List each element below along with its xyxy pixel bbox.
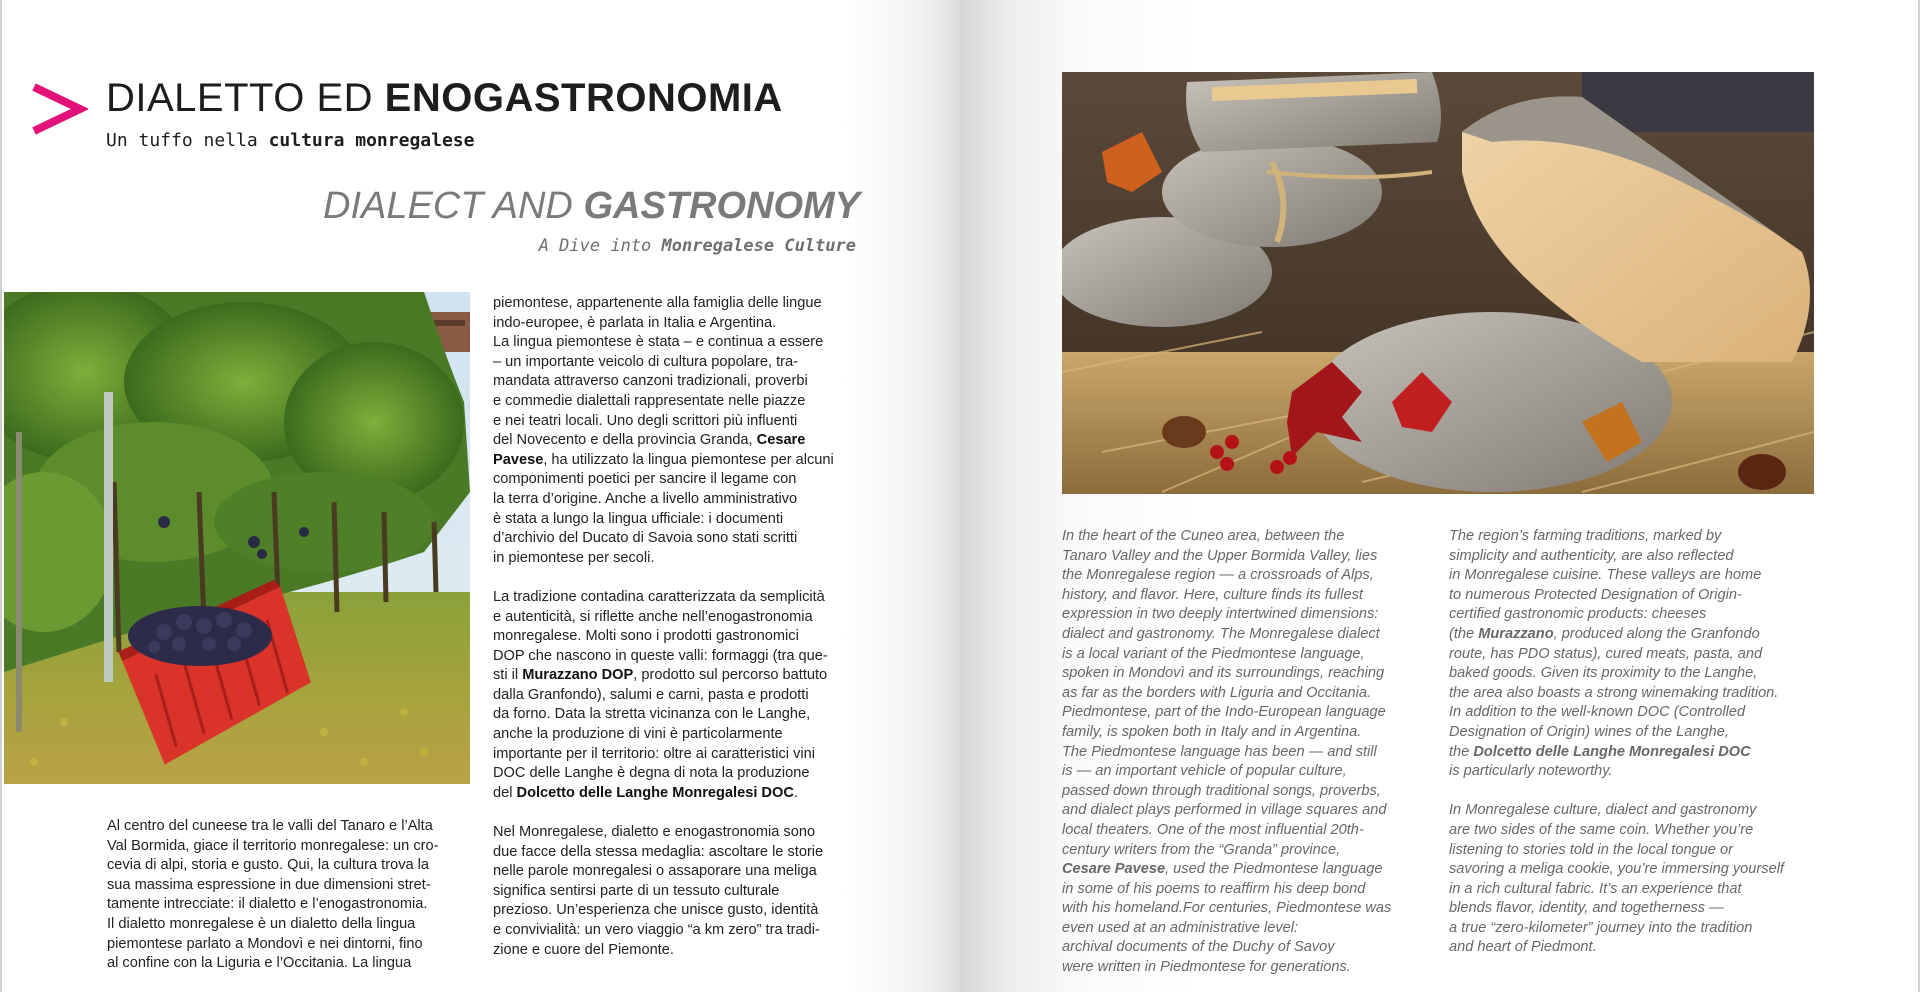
text-line: the Monregalese region — a crossroads of Alps,	[1062, 567, 1374, 584]
text-line: route, has PDO status), cured meats, pasta, and	[1449, 645, 1763, 662]
italian-paragraph-2	[493, 588, 863, 804]
highlight-murazzano: Murazzano DOP	[522, 667, 634, 684]
text-line: is — an important vehicle of popular culture,	[1062, 763, 1347, 780]
text-line: da forno. Data la stretta vicinanza con le Langhe,	[493, 706, 811, 723]
text-line: even used at an administrative level:	[1062, 919, 1299, 936]
text-line: with his homeland.For centuries, Piedmontese was	[1062, 900, 1392, 917]
chevron-right-icon	[30, 83, 88, 135]
text-line: , produced along the Granfondo	[1553, 625, 1760, 642]
text-line: and heart of Piedmont.	[1449, 939, 1597, 956]
text-line: were written in Piedmontese for generations.	[1062, 959, 1351, 976]
title-italian-regular: DIALETTO ED	[106, 76, 385, 120]
italian-column-2	[493, 294, 863, 960]
text-line: is particularly noteworthy.	[1449, 763, 1613, 780]
chevron-stroke	[34, 87, 80, 131]
text-line: Il dialetto monregalese è un dialetto della lingua	[107, 915, 416, 932]
text-line: d’archivio del Ducato di Savoia sono stati scritti	[493, 530, 798, 547]
text-line: dialect and gastronomy. The Monregalese dialect	[1062, 625, 1380, 642]
text-line: is a local variant of the Piedmontese language,	[1062, 645, 1365, 662]
text-line: mandata attraverso canzoni tradizionali, proverbi	[493, 373, 808, 390]
text-line: anche la produzione di vini è particolarmente	[493, 726, 783, 743]
text-line: e convivialità: un vero viaggio “a km zero” tra tradi-	[493, 922, 820, 938]
text-line: cevia di alpi, storia e gusto. Qui, la cultura trova la	[107, 857, 430, 874]
text-line: è stata a lungo la lingua ufficiale: i documenti	[493, 510, 784, 527]
text-line: in Monregalese cuisine. These valleys are home	[1449, 567, 1762, 584]
english-paragraph-2	[1449, 527, 1817, 782]
text-line: are two sides of the same coin. Whether you’re	[1449, 821, 1754, 838]
text-line: zione e cuore del Piemonte.	[493, 941, 674, 958]
text-line: (the	[1449, 625, 1479, 642]
text-line: significa sentirsi parte di un tessuto culturale	[493, 882, 780, 899]
text-line: , ha utilizzato la lingua piemontese per alcuni	[543, 451, 834, 468]
italian-paragraph-1-continued	[493, 294, 863, 568]
text-line: as far as the borders with Liguria and Occitania.	[1062, 684, 1372, 701]
text-line: piemontese parlato a Mondovì e nei dintorni, fino	[107, 935, 423, 952]
text-line: La tradizione contadina caratterizzata da semplicità	[493, 588, 825, 605]
text-line: listening to stories told in the local tongue or	[1449, 841, 1733, 858]
text-line: in a rich cultural fabric. It’s an experience that	[1449, 880, 1742, 897]
subtitle-italian-regular: Un tuffo nella	[106, 130, 269, 151]
highlight-author-name: Cesare Pavese	[1062, 861, 1166, 878]
text-line: history, and flavor. Here, culture finds its fullest	[1062, 586, 1363, 603]
text-line: local theaters. One of the most influential 20th-	[1062, 821, 1364, 838]
text-line: passed down through traditional songs, proverbs,	[1062, 782, 1381, 799]
italian-column-1	[107, 817, 467, 974]
text-line: piemontese, appartenente alla famiglia delle lingue	[493, 295, 822, 311]
text-line: La lingua piemontese è stata – e continua a essere	[493, 334, 824, 351]
text-line: the	[1449, 743, 1474, 760]
text-line: archival documents of the Duchy of Savoy	[1062, 939, 1335, 956]
text-line: expression in two deeply intertwined dimensions:	[1062, 606, 1379, 623]
title-italian	[106, 73, 783, 123]
cheese-photo	[1062, 72, 1814, 494]
subtitle-italian	[106, 130, 474, 151]
text-line: In Monregalese culture, dialect and gastronomy	[1449, 802, 1757, 819]
text-line: baked goods. Given its proximity to the Langhe,	[1449, 665, 1758, 682]
text-line: family, is spoken both in Italy and in Argentina.	[1062, 723, 1362, 740]
text-line: a true “zero-kilometer” journey into the tradition	[1449, 919, 1753, 936]
text-line: DOP che nascono in queste valli: formaggi (tra que-	[493, 647, 828, 664]
text-line: nelle parole monregalesi o assaporare una meliga	[493, 863, 817, 880]
title-english-regular: DIALECT AND	[323, 185, 584, 227]
text-line: monregalese. Molti sono i prodotti gastronomici	[493, 628, 799, 645]
text-line: componimenti poetici per sancire il legame con	[493, 471, 797, 488]
text-line: and dialect plays performed in village squares and	[1062, 802, 1387, 819]
text-line: tamente intrecciate: il dialetto e l’enogastronomia.	[107, 896, 428, 913]
text-line: e commedie dialettali rappresentate nelle piazze	[493, 392, 806, 409]
text-line: The Piedmontese language has been — and still	[1062, 743, 1377, 760]
text-line: century writers from the “Granda” province,	[1062, 841, 1341, 858]
text-line: importante per il territorio: oltre ai caratteristici vini	[493, 745, 815, 762]
right-page	[960, 0, 1920, 992]
text-line: prezioso. Un’esperienza che unisce gusto, identità	[493, 902, 819, 919]
text-line: – un importante veicolo di cultura popolare, tra-	[493, 353, 799, 370]
text-line: The region’s farming traditions, marked by	[1449, 528, 1722, 544]
text-line: al confine con la Liguria e l’Occitania. La lingua	[107, 955, 412, 972]
text-line: certified gastronomic products: cheeses	[1449, 606, 1707, 623]
vineyard-photo	[4, 292, 470, 784]
title-english	[280, 182, 860, 230]
text-line: In the heart of the Cuneo area, between the	[1062, 528, 1345, 544]
text-line: Val Bormida, giace il territorio monregalese: un cro-	[107, 837, 439, 854]
page-edge-left	[0, 0, 2, 992]
text-line: Al centro del cuneese tra le valli del Tanaro e l’Alta	[107, 818, 433, 834]
title-italian-bold: ENOGASTRONOMIA	[384, 76, 783, 120]
text-line: sti il	[493, 667, 523, 684]
english-column-1	[1062, 527, 1430, 978]
text-line: in piemontese per secoli.	[493, 549, 655, 566]
text-line: the area also boasts a strong winemaking tradition.	[1449, 684, 1779, 701]
text-line: blends flavor, identity, and togetherness —	[1449, 900, 1724, 917]
text-line: in some of his poems to reaffirm his deep bond	[1062, 880, 1366, 897]
subtitle-italian-bold: cultura monregalese	[268, 130, 475, 151]
text-line: due facce della stessa medaglia: ascoltare le storie	[493, 843, 824, 860]
text-line: Tanaro Valley and the Upper Bormida Valley, lies	[1062, 547, 1378, 564]
text-line: e autenticità, si riflette anche nell’enogastronomia	[493, 608, 813, 625]
text-line: , used the Piedmontese language	[1165, 861, 1383, 878]
english-paragraph-1	[1062, 527, 1430, 978]
italian-paragraph-1	[107, 817, 467, 974]
english-column-2	[1449, 527, 1817, 958]
highlight-dolcetto: Dolcetto delle Langhe Monregalesi DOC	[516, 784, 794, 801]
text-line: e nei teatri locali. Uno degli scrittori più influenti	[493, 412, 798, 429]
text-line: to numerous Protected Designation of Origin-	[1449, 586, 1742, 603]
subtitle-english-bold: Monregalese Culture	[661, 236, 856, 256]
text-line: Designation of Origin) wines of the Langhe,	[1449, 723, 1729, 740]
text-line: savoring a meliga cookie, you’re immersing yourself	[1449, 861, 1784, 878]
text-line: Piedmontese, part of the Indo-European language	[1062, 704, 1386, 721]
text-line: del Novecento e della provincia Granda,	[493, 432, 757, 449]
text-line: indo-europee, è parlata in Italia e Argentina.	[493, 314, 777, 331]
title-english-bold: GASTRONOMY	[583, 185, 860, 227]
text-line: DOC delle Langhe è degna di nota la produzione	[493, 765, 810, 782]
highlight-dolcetto: Dolcetto delle Langhe Monregalesi DOC	[1473, 743, 1751, 760]
text-line: del	[493, 784, 517, 801]
text-line: In addition to the well-known DOC (Controlled	[1449, 704, 1746, 721]
text-line: simplicity and authenticity, are also reflected	[1449, 547, 1734, 564]
english-paragraph-3	[1449, 801, 1817, 958]
text-line: , prodotto sul percorso battuto	[633, 667, 828, 684]
highlight-author-name: Cesare	[756, 432, 806, 449]
text-line: .	[793, 784, 798, 801]
text-line: spoken in Mondovì and its surroundings, reaching	[1062, 665, 1385, 682]
text-line: la terra d’origine. Anche a livello amministrativo	[493, 490, 798, 507]
highlight-author-surname: Pavese	[493, 451, 544, 468]
text-line: Nel Monregalese, dialetto e enogastronomia sono	[493, 824, 816, 841]
text-line: dalla Granfondo), salumi e carni, pasta e prodotti	[493, 686, 809, 703]
highlight-murazzano: Murazzano	[1478, 625, 1554, 642]
subtitle-english	[280, 236, 856, 256]
italian-paragraph-3	[493, 823, 863, 960]
text-line: sua massima espressione in due dimensioni stret-	[107, 876, 431, 893]
subtitle-english-regular: A Dive into	[538, 236, 662, 256]
